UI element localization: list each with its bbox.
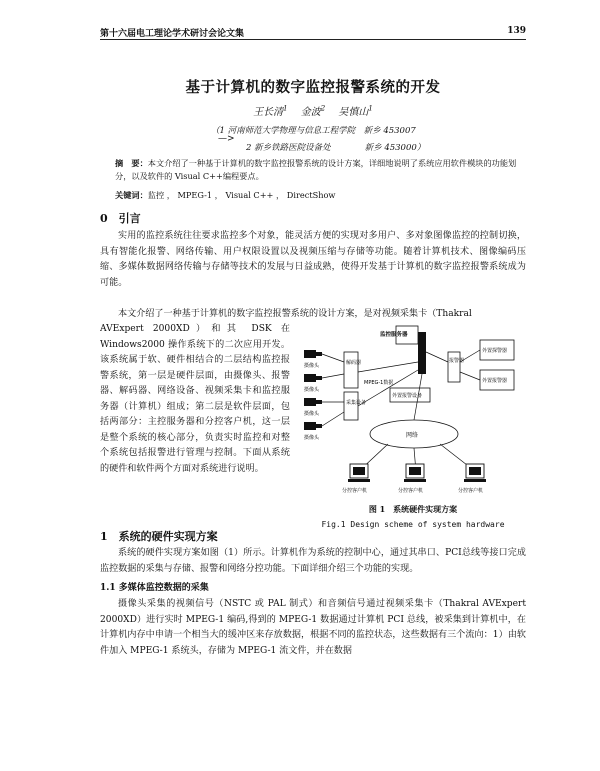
alarm-probe-label: 外置探警器 [482, 348, 508, 354]
affiliation-1: （1 河南师范大学物理与信息工程学院 新乡 453007 [211, 126, 416, 136]
author-name: 王长清 [253, 107, 284, 118]
camera-icon [304, 398, 322, 417]
server-label: 监控服务器 [380, 332, 408, 338]
figure-caption-en: Fig.1 Design scheme of system hardware [321, 520, 505, 529]
client-computer-icon [458, 464, 486, 494]
journal-name: 第十六届电工理论学术研讨会论文集 [100, 29, 245, 39]
decoder-label: 解码器 [346, 360, 362, 366]
client-label: 分控客户机 [398, 488, 424, 494]
section-heading-intro: 0 引言 [100, 212, 141, 225]
camera-icon [304, 350, 322, 369]
author-list: 王长清$^1$ 金波$^2$ 吴慎山$^1$ [253, 104, 373, 118]
client-label: 分控客户机 [458, 488, 484, 494]
hardware-paragraph-2: 摄像头采集的视频信号（NSTC 或 PAL 制式）和音频信号通过视频采集卡（Thakral AVExpert 2000XD）进行实时 MPEG-1 编码,得到的 MPEG-1 数据通过计算机 PCI 总线，被采集到计算机中，在计算机内存中申请一个相当大的缓冲区来存放数据，根据不同的监控状态，这些数据有三个流向：1）由软件加入 MPEG-1 系统头，存储为 MPEG-1 流文件，并在数据 [100, 599, 526, 656]
alarm-out-label: 外置报警器 [482, 378, 508, 384]
abstract-label: 摘 要： [115, 158, 148, 168]
affiliation-2: 2 新乡铁路医院设备处 新乡 453000） [246, 143, 426, 153]
keywords-label: 关键词： [115, 190, 148, 200]
section-heading-hardware: 1 系统的硬件实现方案 [100, 530, 218, 543]
keywords-text: 监控 ， MPEG-1 ， Visual C++ ， DirectShow [147, 190, 336, 200]
abstract-text: 本文介绍了一种基于计算机的数字监控报警系统的设计方案，详细地说明了系统应用软件模块的功能划分，以及软件的 Visual C++编程要点。 [115, 158, 517, 181]
intro-paragraph-2-lead: 本文介绍了一种基于计算机的数字监控报警系统的设计方案，是对视频采集卡（Thakral [118, 309, 472, 319]
figure-caption-cn: 图 1 系统硬件实现方案 [368, 504, 458, 514]
mpeg-label: MPEG-1数据 [364, 380, 394, 386]
author-name: 金波 [300, 107, 321, 118]
alarm-label: 报警器 [449, 358, 465, 364]
camera-icon [304, 422, 322, 441]
client-label: 分控客户机 [342, 488, 368, 494]
camera-label: 摄像头 [304, 387, 320, 393]
capture-box [344, 392, 358, 420]
header-rule [100, 39, 526, 40]
camera-label: 摄像头 [304, 435, 320, 441]
subsection-heading: 1.1 多媒体监控数据的采集 [100, 583, 209, 593]
intro-paragraph-2-body: AVExpert 2000XD）和其 DSK 在 Windows2000 操作系统下的二次应用开发。该系统属于软、硬件相结合的二层结构监控报警系统，第一层是硬件层面，由摄像头、报警器、解码器、网络设备、视频采集卡和监控服务器（计算机）组成；第二层是软件层面，包括两部分：主控服务器和分控客户机，这一层是整个系统的核心部分，负责实时监控和对整个系统包括报警进行管理与控制。下面从系统的硬件和软件两个方面对系统进行说明。 [100, 324, 290, 474]
author-name: 吴慎山 [338, 107, 369, 118]
camera-icon [304, 374, 322, 393]
running-header [100, 26, 526, 39]
ext-alarm-label: 外置报警设备 [392, 393, 423, 399]
server-tower [418, 332, 426, 374]
paper-title: 基于计算机的数字监控报警系统的开发 [185, 79, 441, 96]
capture-label: 采集设备 [346, 400, 367, 406]
alarm-box [448, 352, 460, 382]
camera-label: 摄像头 [304, 363, 320, 369]
network-label: 网络 [406, 432, 419, 439]
page-number: 139 [507, 26, 526, 36]
camera-label: 摄像头 [304, 411, 320, 417]
intro-paragraph-1: 实用的监控系统往往要求监控多个对象，能灵活方便的实现对多用户、多对象图像监控的控制切换，具有智能化报警、网络传输、用户权限设置以及视频压缩与存储等功能。随着计算机技术、图像编码压缩、多媒体数据网络传输与存储等技术的发展与日益成熟，使得开发基于计算机的数字监控报警系统成为可能。 [100, 231, 526, 288]
hardware-diagram [298, 322, 528, 500]
abstract [115, 157, 525, 183]
client-computer-icon [342, 464, 370, 494]
keywords [115, 189, 525, 202]
hardware-paragraph-1: 系统的硬件实现方案如图（1）所示。计算机作为系统的控制中心，通过其串口、PCI总线等接口完成监控数据的采集与存储、报警和网络分控功能。下面详细介绍三个功能的实现。 [100, 548, 526, 574]
decoder-box [344, 352, 358, 388]
annotation-arrow-icon: —> [218, 134, 235, 144]
client-computer-icon [398, 464, 426, 494]
